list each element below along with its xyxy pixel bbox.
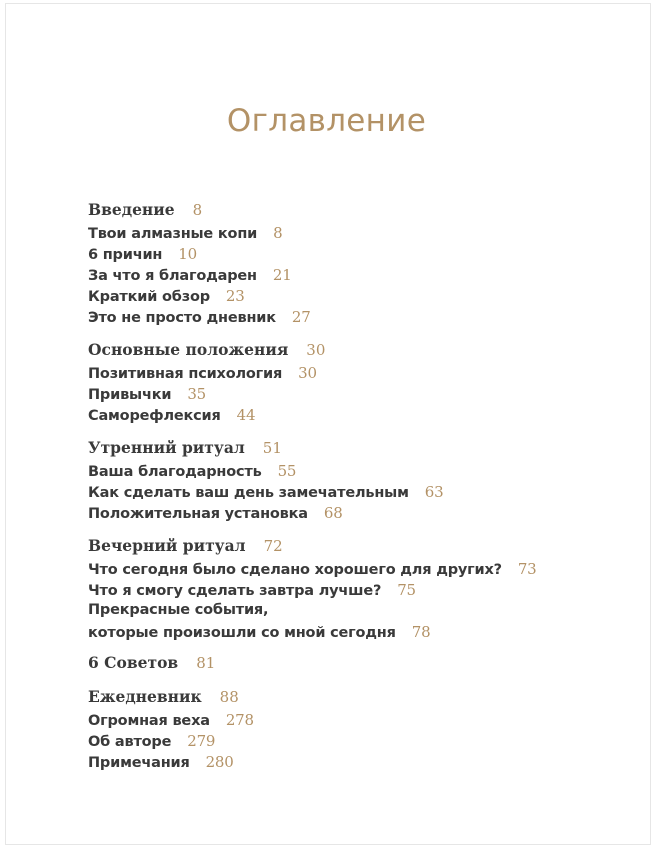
toc-label: 6 причин [88, 247, 163, 263]
toc-section-heading[interactable] [88, 687, 239, 706]
toc-label: Огромная веха [88, 713, 210, 729]
toc-page-number: 55 [277, 462, 297, 480]
toc-entry[interactable] [88, 364, 317, 382]
toc-page-number: 278 [225, 711, 254, 729]
toc-entry[interactable] [88, 483, 443, 501]
toc-label: За что я благодарен [88, 268, 257, 284]
toc-page-number: 27 [291, 308, 311, 326]
toc-label: Ваша благодарность [88, 464, 262, 480]
toc-section-heading[interactable] [88, 200, 202, 219]
toc-label: Что я смогу сделать завтра лучше? [88, 583, 382, 599]
toc-entry[interactable] [88, 581, 416, 599]
toc-page-number: 44 [236, 406, 256, 424]
toc-label: Об авторе [88, 734, 172, 750]
toc-page-number: 35 [187, 385, 207, 403]
toc-page-number: 21 [272, 266, 292, 284]
toc-page-number: 72 [263, 537, 283, 555]
toc-page-number: 51 [262, 439, 282, 457]
toc-page-number: 30 [298, 364, 317, 382]
toc-label: Как сделать ваш день замечательным [88, 485, 409, 501]
toc-label: которые произошли со мной сегодня [88, 625, 396, 641]
toc-label: Утренний ритуал [88, 438, 245, 457]
toc-entry[interactable] [88, 753, 234, 771]
toc-entry[interactable] [88, 266, 292, 284]
toc-page-number: 279 [187, 732, 216, 750]
toc-label: Примечания [88, 755, 190, 771]
toc-page-number: 10 [178, 245, 197, 263]
toc-entry[interactable] [88, 406, 255, 424]
toc-page-number: 23 [225, 287, 245, 305]
toc-entry[interactable] [88, 287, 245, 305]
toc-label: Твои алмазные копи [88, 226, 258, 242]
toc-entry[interactable] [88, 462, 296, 480]
toc-section-heading[interactable] [88, 438, 282, 457]
toc-page-number: 30 [306, 341, 326, 359]
toc-label: 6 Советов [88, 653, 179, 672]
toc-page-number: 75 [397, 581, 416, 599]
toc-label: Краткий обзор [88, 289, 210, 305]
toc-label: Позитивная психология [88, 366, 283, 382]
toc-page-number: 8 [192, 201, 203, 219]
toc-entry[interactable] [88, 732, 215, 750]
toc-entry[interactable] [88, 711, 254, 729]
toc-entry[interactable] [88, 245, 197, 263]
toc-page-number: 280 [205, 753, 234, 771]
toc-label: Положительная установка [88, 506, 308, 522]
toc-label: Прекрасные события, [88, 602, 269, 618]
toc-label: Введение [88, 200, 175, 219]
toc-label: Вечерний ритуал [88, 536, 246, 555]
toc-label: Саморефлексия [88, 408, 221, 424]
toc-section-heading[interactable] [88, 340, 325, 359]
toc-label: Привычки [88, 387, 172, 403]
toc-section-heading[interactable] [88, 536, 283, 555]
toc-page-number: 63 [424, 483, 444, 501]
toc-label: Ежедневник [88, 687, 202, 706]
toc-label: Что сегодня было сделано хорошего для других? [88, 562, 502, 578]
toc-entry[interactable] [88, 504, 343, 522]
toc-entry[interactable] [88, 602, 268, 618]
toc-label: Это не просто дневник [88, 310, 276, 326]
toc-entry[interactable] [88, 224, 282, 242]
page-title: Оглавление [226, 103, 427, 139]
toc-page-number: 88 [219, 688, 239, 706]
toc-page-number: 73 [517, 560, 537, 578]
toc-entry[interactable] [88, 385, 206, 403]
toc-page-number: 78 [411, 623, 431, 641]
toc-entry[interactable] [88, 308, 311, 326]
toc-entry[interactable] [88, 623, 430, 641]
toc-section-heading[interactable] [88, 653, 215, 672]
toc-page-number: 68 [323, 504, 343, 522]
toc-entry[interactable] [88, 560, 537, 578]
toc-page-number: 81 [196, 654, 216, 672]
toc-page-number: 8 [273, 224, 283, 242]
toc-label: Основные положения [88, 340, 289, 359]
